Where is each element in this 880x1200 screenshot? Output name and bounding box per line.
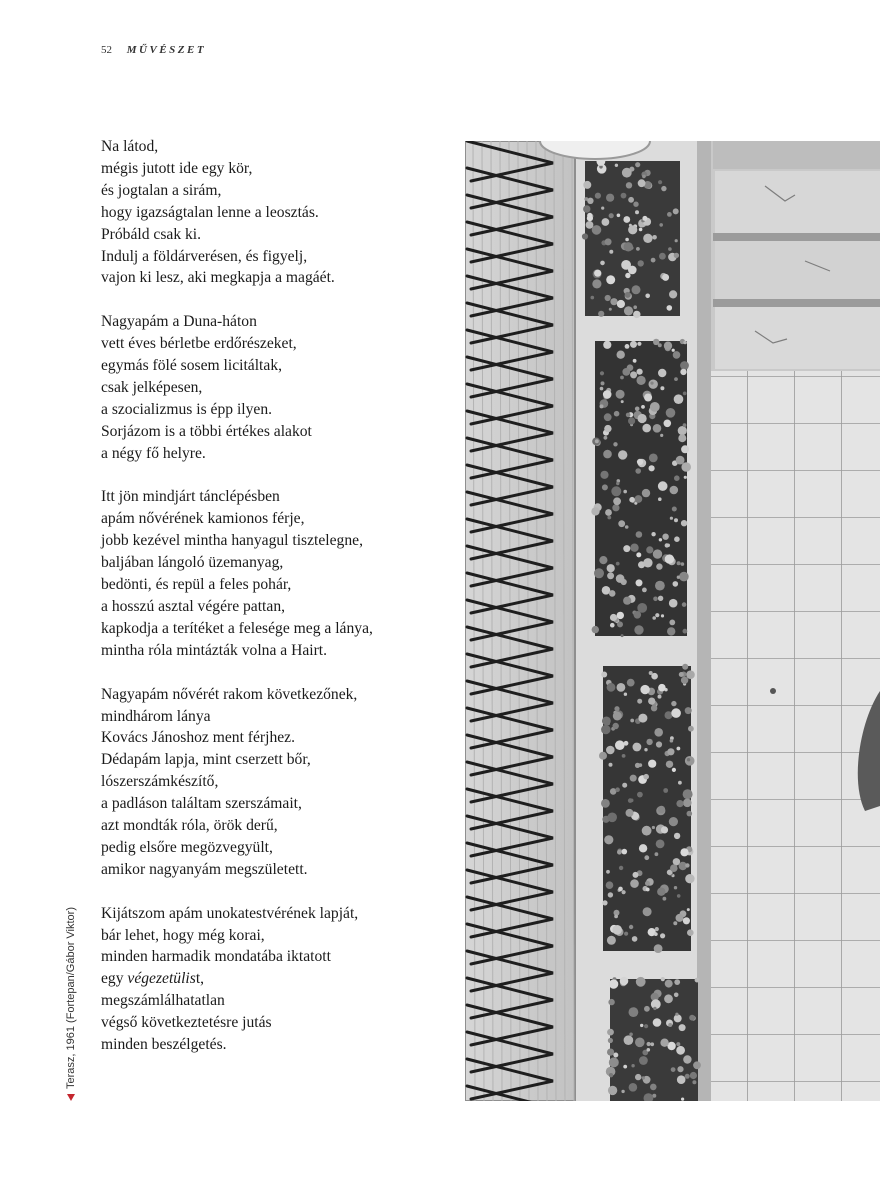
poem-line: apám nővérének kamionos férje,	[101, 510, 305, 528]
poem-line: Nagyapám a Duna-háton	[101, 313, 257, 331]
poem-line: Nagyapám nővérét rakom következőnek,	[101, 685, 358, 703]
poem-line: amikor nagyanyám megszületett.	[101, 860, 308, 878]
poem-line: azt mondták róla, örök derű,	[101, 817, 278, 835]
poem-line: hogy igazságtalan lenne a leosztás.	[101, 203, 319, 221]
poem-line: megszámlálhatatlan	[101, 992, 225, 1010]
poem-line: Indulj a földárverésen, és figyelj,	[101, 247, 308, 265]
poem-line: a négy fő helyre.	[101, 444, 206, 462]
poem-line: Dédapám lapja, mint cserzett bőr,	[101, 751, 311, 769]
poem-line: Itt jön mindjárt tánclépésben	[101, 488, 280, 506]
poem-line: mégis jutott ide egy kör,	[101, 159, 253, 177]
terrace-photo-image	[465, 141, 880, 1101]
caption-text: Terasz, 1961 (Fortepan/Gábor Viktor)	[65, 907, 77, 1089]
poem-line: és jogtalan a sirám,	[101, 181, 222, 199]
poem-line-italic	[101, 968, 431, 990]
poem-line: bár lehet, hogy még korai,	[101, 926, 265, 944]
poem-line: a szocializmus is épp ilyen.	[101, 400, 273, 418]
poem-line: vett éves bérletbe erdőrészeket,	[101, 335, 297, 353]
poem-line: pedig elsőre megözvegyült,	[101, 838, 273, 856]
section-title: MŰVÉSZET	[126, 44, 207, 56]
poem-line: a hosszú asztal végére pattan,	[101, 598, 286, 615]
poem-line: Na látod,	[101, 138, 159, 155]
photo-caption	[64, 901, 78, 1101]
poem-line: a padláson találtam szerszámait,	[101, 795, 302, 813]
poem-line: jobb kezével mintha hanyagul tisztelegne,	[101, 532, 363, 550]
poem-line: Sorjázom is a többi értékes alakot	[101, 422, 312, 440]
line-prefix: egy	[101, 970, 128, 988]
stanza-4	[101, 684, 431, 881]
poem-line: mintha róla mintázták volna a Hairt.	[101, 641, 328, 659]
stanza-1	[101, 136, 431, 289]
italic-word: végezetülis	[127, 970, 196, 988]
poem-text	[101, 136, 431, 1078]
page-number: 52	[101, 44, 112, 56]
poem-line: lószerszámkészítő,	[101, 773, 219, 791]
terrace-photo	[465, 141, 880, 1101]
poem-line: csak jelképesen,	[101, 378, 203, 396]
poem-line: baljában lángoló üzemanyag,	[101, 554, 284, 572]
poem-line: minden harmadik mondatába iktatott	[101, 948, 331, 966]
running-head	[101, 44, 206, 56]
poem-line: minden beszélgetés.	[101, 1036, 227, 1054]
stanza-3	[101, 486, 431, 661]
stanza-2	[101, 311, 431, 464]
poem-line: vajon ki lesz, aki megkapja a magáét.	[101, 269, 335, 287]
caption-marker-icon	[67, 1094, 75, 1101]
poem-line: mindhárom lánya	[101, 707, 211, 725]
poem-line: Kovács Jánoshoz ment férjhez.	[101, 729, 295, 747]
line-suffix: t,	[195, 970, 205, 988]
poem-line: Próbáld csak ki.	[101, 225, 202, 243]
stanza-5	[101, 903, 431, 1056]
poem-line: egymás fölé sosem licitáltak,	[101, 357, 283, 375]
poem-line: Kijátszom apám unokatestvérének lapját,	[101, 904, 359, 922]
poem-line: kapkodja a terítéket a felesége meg a lánya,	[101, 619, 373, 637]
poem-line: végső következtetésre jutás	[101, 1014, 272, 1032]
poem-line: bedönti, és repül a feles pohár,	[101, 576, 292, 594]
